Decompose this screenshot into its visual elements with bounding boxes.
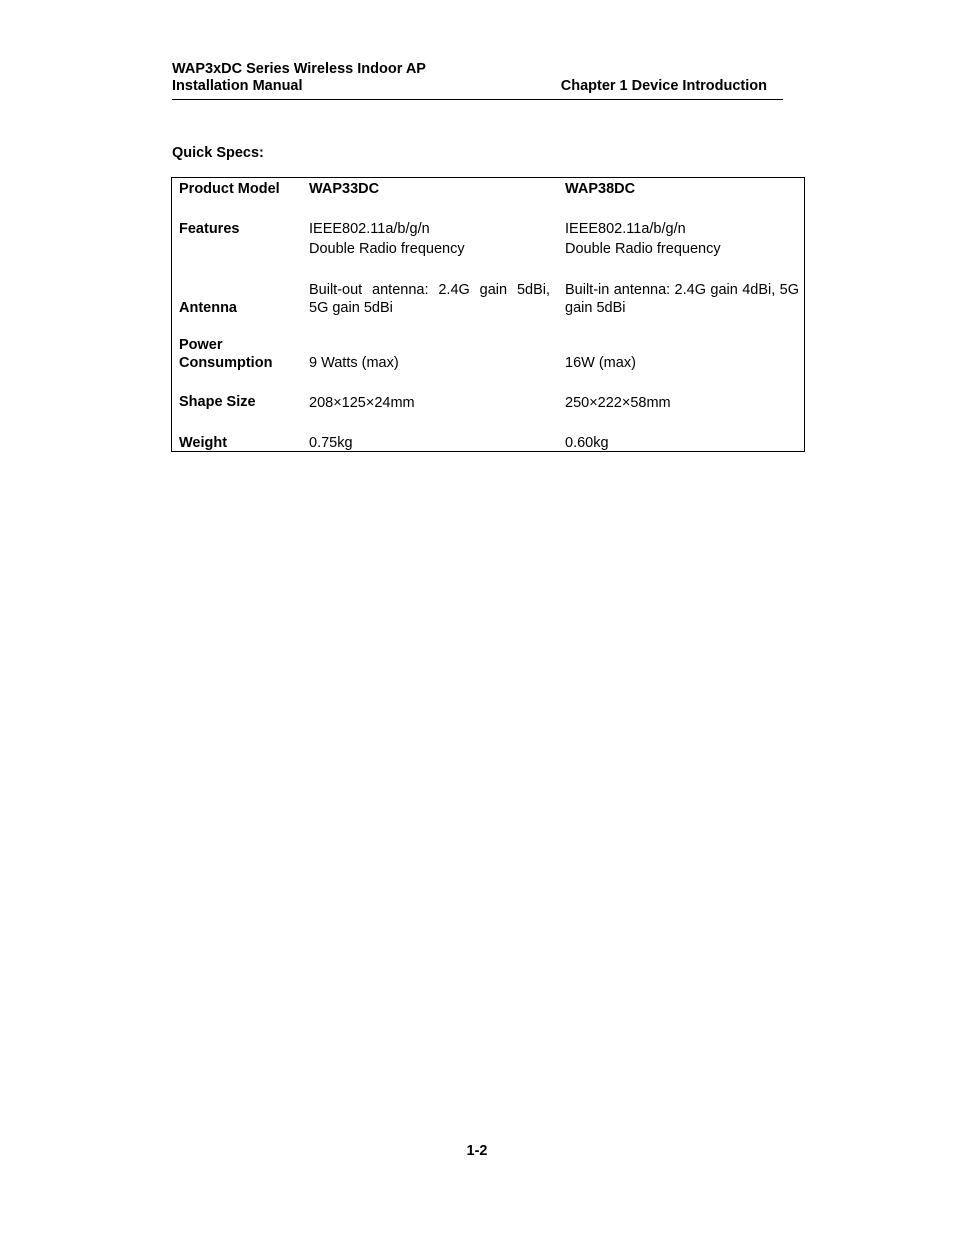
power-wap33dc: 9 Watts (max) [309, 355, 399, 371]
chapter-title: Chapter 1 Device Introduction [560, 78, 767, 94]
row-label-features: Features [179, 221, 240, 237]
size-wap38dc: 250×222×58mm [565, 395, 671, 411]
features-wap33dc-line1: IEEE802.11a/b/g/n [309, 221, 430, 237]
model-wap38dc: WAP38DC [565, 181, 636, 197]
manual-title-line2: Installation Manual [172, 78, 303, 94]
row-label-shape-size: Shape Size [179, 394, 256, 410]
antenna-wap38dc: Built-in antenna: 2.4G gain 4dBi, 5G gain 5dBi [565, 282, 799, 316]
row-label-antenna: Antenna [179, 300, 237, 316]
power-wap38dc: 16W (max) [565, 355, 636, 371]
section-title: Quick Specs: [172, 145, 264, 161]
antenna-wap33dc: Built-out antenna: 2.4G gain 5dBi, 5G gain 5dBi [309, 282, 550, 316]
model-wap33dc: WAP33DC [309, 181, 380, 197]
features-wap38dc-line1: IEEE802.11a/b/g/n [565, 221, 686, 237]
row-label-product-model: Product Model [179, 181, 280, 197]
row-label-power-consumption [179, 336, 299, 372]
features-wap38dc [565, 220, 799, 258]
row-label-weight: Weight [179, 435, 228, 451]
weight-wap38dc: 0.60kg [565, 435, 609, 451]
manual-title [172, 61, 426, 95]
features-wap33dc [309, 220, 550, 258]
row-label-power-line2: Consumption [179, 355, 273, 371]
page-header [172, 61, 783, 100]
size-wap33dc: 208×125×24mm [309, 395, 415, 411]
row-label-power-line1: Power [179, 337, 223, 353]
features-wap38dc-line2: Double Radio frequency [565, 241, 721, 257]
weight-wap33dc: 0.75kg [309, 435, 353, 451]
manual-title-line1: WAP3xDC Series Wireless Indoor AP [172, 61, 426, 77]
specs-table [171, 177, 805, 452]
features-wap33dc-line2: Double Radio frequency [309, 241, 465, 257]
page-number: 1-2 [466, 1143, 488, 1159]
